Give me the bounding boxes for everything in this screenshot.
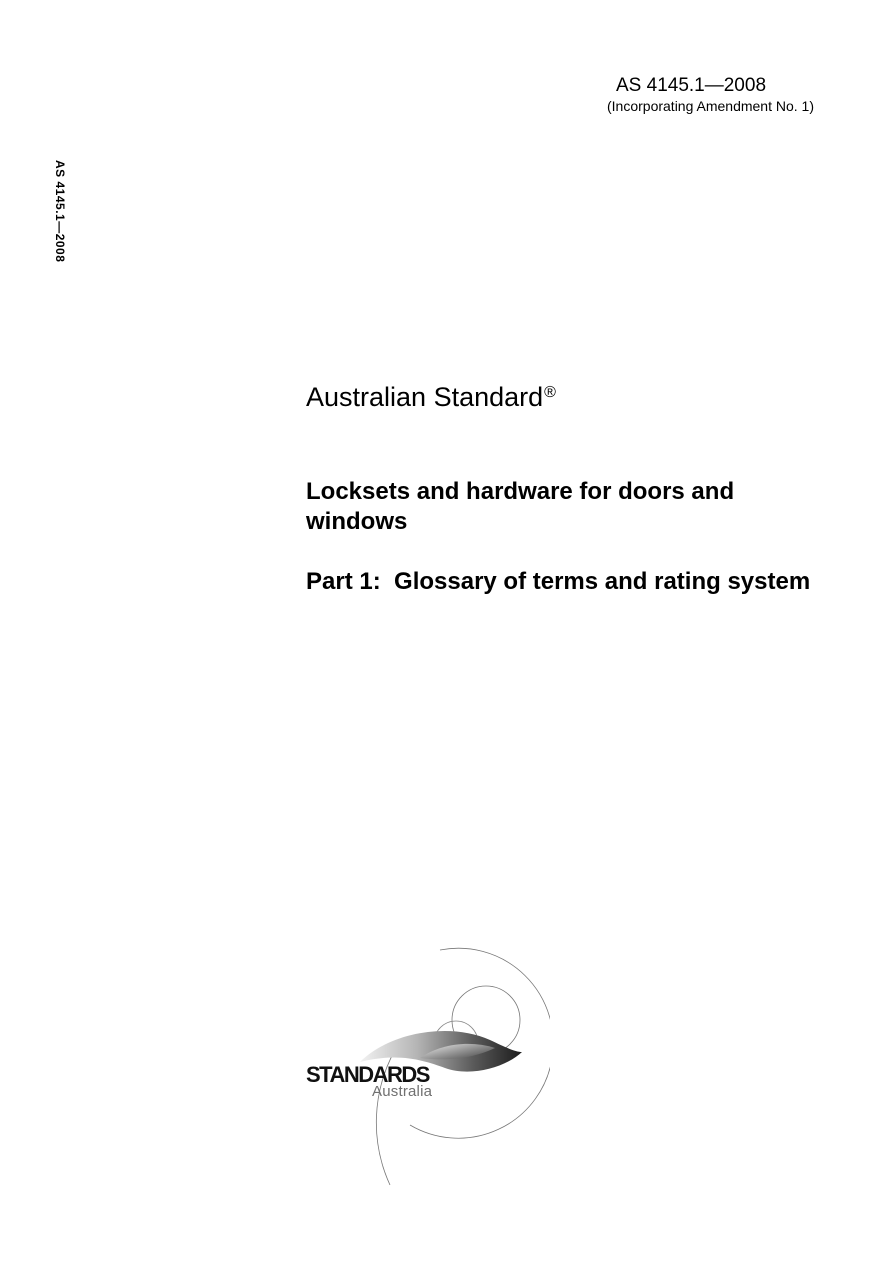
spine-label: [51, 160, 69, 280]
logo-wordmark: STANDARDS: [306, 1062, 429, 1087]
spine-text: AS 4145.1—2008: [53, 160, 67, 263]
amendment-note: (Incorporating Amendment No. 1): [607, 98, 814, 114]
logo-subtext: Australia: [372, 1083, 433, 1100]
document-number: AS 4145.1—2008: [616, 75, 767, 96]
document-title: Locksets and hardware for doors and windows: [306, 478, 735, 535]
standard-type-text: Australian Standard: [306, 382, 544, 412]
standard-type-heading: [306, 380, 556, 414]
registered-mark: ®: [544, 384, 556, 401]
part-title: Part 1: Glossary of terms and rating system: [306, 568, 811, 595]
